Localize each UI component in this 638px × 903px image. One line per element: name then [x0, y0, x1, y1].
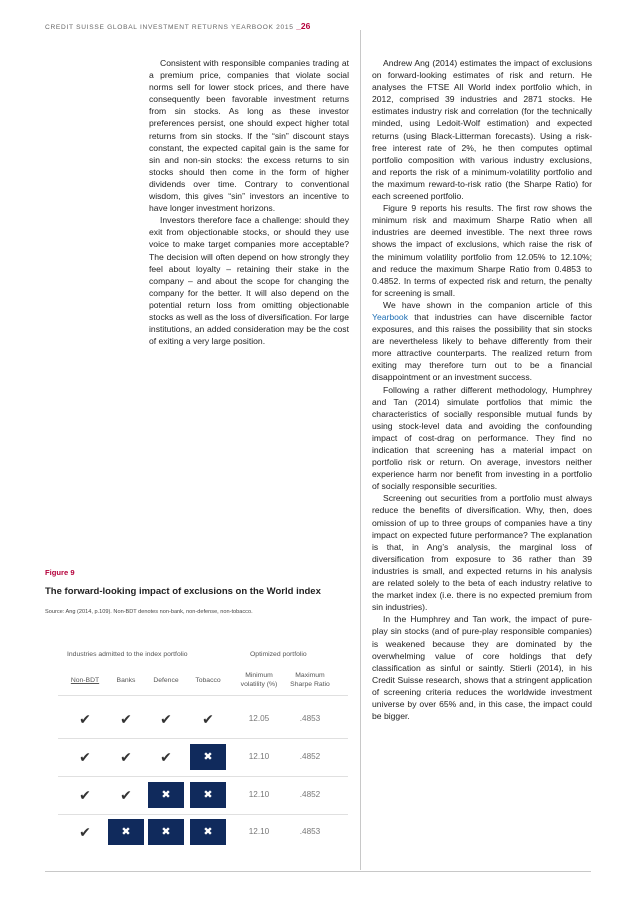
- excluded-cross-icon: ✖: [190, 819, 226, 845]
- figure-label: Figure 9: [45, 568, 75, 577]
- admitted-check-icon: ✔: [79, 824, 91, 840]
- admitted-check-icon: ✔: [120, 749, 132, 765]
- excluded-cross-icon: ✖: [190, 744, 226, 770]
- excluded-cross-icon: ✖: [148, 782, 184, 808]
- admitted-check-icon: ✔: [160, 711, 172, 727]
- row-rule: [58, 814, 348, 815]
- row-rule: [58, 776, 348, 777]
- col-header-non-bdt: Non-BDT: [70, 677, 100, 684]
- header-rule: [58, 695, 348, 696]
- min-volatility-value: 12.10: [248, 752, 270, 761]
- body-paragraph: Consistent with responsible companies trading at a premium price, companies that violate social norms sell for lower stock prices, and there have consequently been favorable investment returns from sin stocks. As long as these investor preferences persist, one should expect higher total returns from sin stocks. If the “sin” discount stays constant, the expected capital gain is the same for sin and non-sin stocks: the excess returns to sin stocks should then come in the form of higher dividends over time. Contrary to conventional wisdom, this gives “sin” investors an incentive to have longer investment horizons.: [149, 58, 349, 214]
- admitted-check-icon: ✔: [202, 711, 214, 727]
- excluded-cross-icon: ✖: [190, 782, 226, 808]
- figure-source: Source: Ang (2014, p.109). Non-BDT denotes non-bank, non-defense, non-tobacco.: [45, 609, 253, 615]
- body-paragraph: Andrew Ang (2014) estimates the impact of exclusions on forward-looking estimates of risk and return. He analyses the FTSE All World index portfolio which, in 2012, comprised 39 industries and 2871 stocks. He estimates industry risk and correlation (for the technically minded, using Ledoit-Wolf estimation) and expected returns (using Black-Litterman forecasts). Using a risk-free interest rate of 2%, he then computes optimal portfolio composition with various industry exclusions, and reports the risk of a minimum-volatility portfolio and the maximum reward-to-risk ratio (the Sharpe Ratio) for each screened portfolio.: [372, 58, 592, 202]
- excluded-cross-icon: ✖: [108, 819, 144, 845]
- footer-rule: [45, 871, 591, 872]
- col-header-defence: Defence: [153, 677, 179, 684]
- body-paragraph: Following a rather different methodology, Humphrey and Tan (2014) simulate portfolios that mimic the characteristics of socially responsible mutual funds by using stock-level data and avoiding the confounding impact of cost-drag on performance. They find no indication that screening has a material impact on portfolio risk or return. On average, investors neither experience harm nor benefit from investing in a portfolio of socially responsible securities.: [372, 384, 592, 492]
- group-header-optimized: Optimized portfolio: [250, 651, 307, 658]
- col-header-tobacco: Tobacco: [195, 677, 221, 684]
- running-header: [45, 21, 310, 31]
- admitted-check-icon: ✔: [120, 787, 132, 803]
- admitted-check-icon: ✔: [79, 787, 91, 803]
- group-header-admitted: Industries admitted to the index portfolio: [67, 651, 188, 658]
- max-sharpe-value: .4853: [299, 714, 321, 723]
- left-text-column: [149, 57, 349, 347]
- body-paragraph: Screening out securities from a portfolio must always reduce the benefits of diversification. Why, then, does omission of up to three groups of companies have a tiny impact on expected future performance? The explanation is that, in Ang’s analysis, the marginal loss of diversification from exposure to 36 rather than 39 industries is small, and expected returns in his analysis are related solely to the beta of each industry relative to the market index (i.e. there is no expected premium from sin industries).: [372, 493, 592, 613]
- col-header-max-sharpe: Maximum Sharpe Ratio: [290, 672, 330, 688]
- admitted-check-icon: ✔: [79, 749, 91, 765]
- max-sharpe-value: .4852: [299, 790, 321, 799]
- body-paragraph: In the Humphrey and Tan work, the impact of pure-play sin stocks (and of pure-play responsible companies) is weakened because they are dominated by the overwhelming value of core holdings that defy classification as sinful or saintly. Stierli (2014), in his Credit Suisse research, shows that a stringent application of screening criteria reduces the worldwide investment universe by over 65% and, in this case, the impact could be bigger.: [372, 614, 592, 722]
- admitted-check-icon: ✔: [160, 749, 172, 765]
- right-text-column: [372, 57, 592, 722]
- excluded-cross-icon: ✖: [148, 819, 184, 845]
- body-paragraph: Figure 9 reports his results. The first row shows the minimum risk and maximum Sharpe Ratio when all industries are deemed investible. The next three rows shows the impact of exclusions, which raise the risk of the minimum volatility portfolio from 12.05% to 12.10%; and reduce the maximum Sharpe Ratio from 0.4853 to 0.4852. In terms of expected risk and return, the penalty for screening is small.: [372, 203, 592, 298]
- col-header-min-volatility: Minimum volatility (%): [240, 672, 278, 688]
- column-divider: [360, 30, 361, 870]
- row-rule: [58, 738, 348, 739]
- yearbook-link[interactable]: Yearbook: [372, 311, 408, 322]
- running-title: CREDIT SUISSE GLOBAL INVESTMENT RETURNS YEARBOOK 2015: [45, 24, 294, 31]
- min-volatility-value: 12.05: [248, 714, 270, 723]
- max-sharpe-value: .4853: [299, 827, 321, 836]
- admitted-check-icon: ✔: [120, 711, 132, 727]
- col-header-banks: Banks: [116, 677, 136, 684]
- body-paragraph: Investors therefore face a challenge: should they exit from objectionable stocks, or should they use voice to make target companies more acceptable? The decision will often depend on how strongly they feel about loyalty – retaining their stake in the company – and about the scope for changing the company for the better. It will also depend on the potential return loss from omitting objectionable stocks as well as the loss of diversification. For large institutions, an added consideration may be the cost of exiting a very large position.: [149, 215, 349, 347]
- min-volatility-value: 12.10: [248, 790, 270, 799]
- min-volatility-value: 12.10: [248, 827, 270, 836]
- figure-title: The forward-looking impact of exclusions on the World index: [45, 586, 321, 597]
- max-sharpe-value: .4852: [299, 752, 321, 761]
- page-number: _26: [296, 21, 311, 31]
- body-paragraph: [372, 299, 592, 384]
- paragraph-text: We have shown in the companion article of this: [383, 299, 592, 310]
- paragraph-text: that industries can have discernible factor exposures, and this raises the possibility that sin stocks are nevertheless likely to behave differently from their more attractive counterparts. The realized return from exiting may therefore turn out to be a financial disappointment or an investment success.: [372, 311, 592, 383]
- admitted-check-icon: ✔: [79, 711, 91, 727]
